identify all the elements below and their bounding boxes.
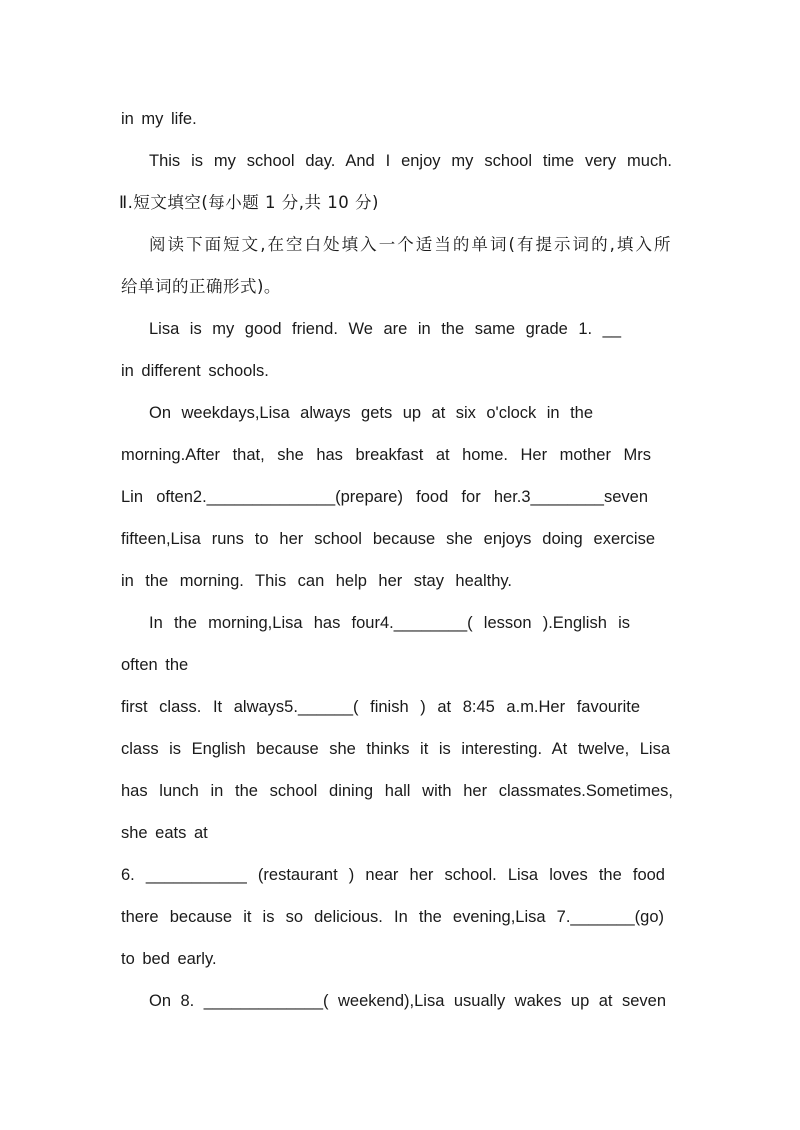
passage-line-15: there because it is so delicious. In the evening,Lisa 7._______(go) (121, 908, 664, 926)
passage-line-13: she eats at (121, 824, 208, 842)
passage-line-17: On 8. _____________( weekend),Lisa usually wakes up at seven (149, 992, 666, 1010)
instruction-line-1: 阅读下面短文,在空白处填入一个适当的单词(有提示词的,填入所 (149, 235, 671, 254)
passage-line-14: 6. ___________ (restaurant ) near her school. Lisa loves the food (121, 866, 665, 884)
passage-line-8: In the morning,Lisa has four4.________( lesson ).English is (149, 614, 630, 632)
passage-line-11: class is English because she thinks it is interesting. At twelve, Lisa (121, 740, 670, 758)
passage-line-3: On weekdays,Lisa always gets up at six o'clock in the (149, 404, 593, 422)
passage-line-9: often the (121, 656, 189, 674)
passage-line-7: in the morning. This can help her stay healthy. (121, 572, 512, 590)
passage-line-16: to bed early. (121, 950, 217, 968)
passage-line-1: Lisa is my good friend. We are in the same grade 1. __ (149, 320, 621, 338)
section-heading: Ⅱ.短文填空(每小题 1 分,共 10 分) (119, 193, 379, 212)
passage-line-4: morning.After that, she has breakfast at home. Her mother Mrs (121, 446, 651, 464)
passage-line-2: in different schools. (121, 362, 269, 380)
passage-line-10: first class. It always5.______( finish ) at 8:45 a.m.Her favourite (121, 698, 640, 716)
passage-line-5: Lin often2.______________(prepare) food for her.3________seven (121, 488, 648, 506)
passage-line-6: fifteen,Lisa runs to her school because she enjoys doing exercise (121, 530, 655, 548)
text-line-2: This is my school day. And I enjoy my school time very much. (149, 152, 672, 170)
passage-line-12: has lunch in the school dining hall with her classmates.Sometimes, (121, 782, 673, 800)
instruction-line-2: 给单词的正确形式)。 (121, 277, 281, 296)
text-line-1: in my life. (121, 110, 197, 128)
